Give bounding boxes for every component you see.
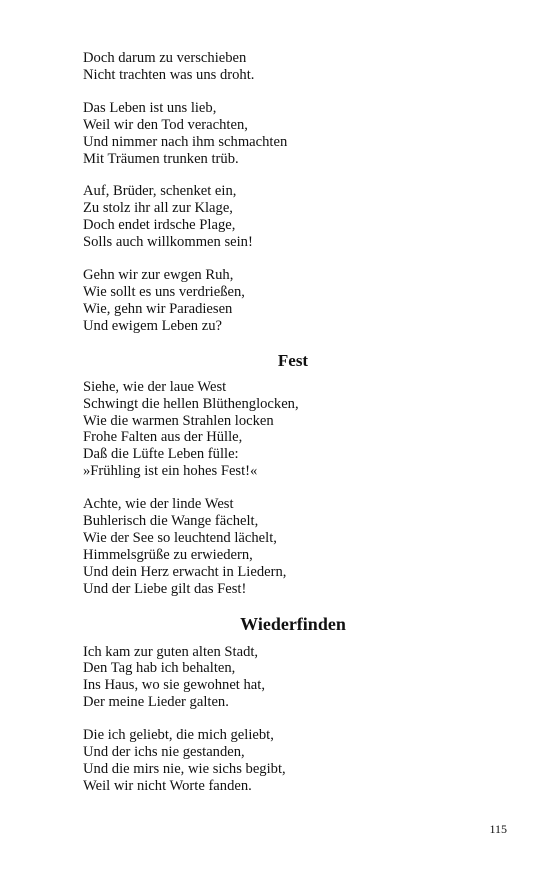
verse-line: Und ewigem Leben zu? bbox=[83, 317, 222, 334]
verse-line: Ins Haus, wo sie gewohnet hat, bbox=[83, 677, 265, 694]
verse-line: Himmelsgrüße zu erwiedern, bbox=[83, 546, 253, 563]
poem-wiederfinden bbox=[83, 614, 503, 795]
verse-line: Das Leben ist uns lieb, bbox=[83, 99, 217, 116]
verse-line: Solls auch willkommen sein! bbox=[83, 234, 253, 251]
verse-line: Doch darum zu verschieben bbox=[83, 50, 247, 66]
poem-continuation bbox=[83, 50, 503, 335]
verse-line: Doch endet irdsche Plage, bbox=[83, 217, 236, 234]
verse-line: Buhlerisch die Wange fächelt, bbox=[83, 513, 259, 530]
verse-line: Schwingt die hellen Blüthenglocken, bbox=[83, 395, 299, 412]
verse-line: Auf, Brüder, schenket ein, bbox=[83, 183, 237, 200]
stanza bbox=[83, 379, 503, 480]
stanza bbox=[83, 496, 503, 597]
verse-line: Daß die Lüfte Leben fülle: bbox=[83, 446, 239, 463]
poem-fest bbox=[83, 351, 503, 598]
verse-line: Zu stolz ihr all zur Klage, bbox=[83, 200, 233, 217]
stanza bbox=[83, 267, 503, 335]
verse-line: Siehe, wie der laue West bbox=[83, 378, 227, 395]
verse-line: Wie der See so leuchtend lächelt, bbox=[83, 529, 277, 546]
verse-line: Wie, gehn wir Paradiesen bbox=[83, 300, 233, 317]
stanza bbox=[83, 183, 503, 251]
poem-title: Wiederfinden bbox=[240, 613, 346, 634]
verse-line: Und nimmer nach ihm schmachten bbox=[83, 133, 288, 150]
verse-line: Achte, wie der linde West bbox=[83, 496, 234, 513]
verse-line: Und dein Herz erwacht in Liedern, bbox=[83, 563, 287, 580]
verse-line: Mit Träumen trunken trüb. bbox=[83, 150, 239, 167]
poem-title: Fest bbox=[277, 350, 309, 370]
verse-line: Wie sollt es uns verdrießen, bbox=[83, 283, 245, 300]
verse-line: Nicht trachten was uns droht. bbox=[83, 66, 255, 83]
verse-line: Der meine Lieder galten. bbox=[83, 694, 229, 711]
page-body bbox=[83, 50, 503, 811]
verse-line: Gehn wir zur ewgen Ruh, bbox=[83, 267, 234, 284]
verse-line: Den Tag hab ich behalten, bbox=[83, 660, 236, 677]
verse-line: Weil wir nicht Worte fanden. bbox=[83, 777, 252, 794]
verse-line: Wie die warmen Strahlen locken bbox=[83, 412, 274, 429]
page-number: 115 bbox=[489, 822, 507, 836]
verse-line: Weil wir den Tod verachten, bbox=[83, 116, 248, 133]
verse-line: Frohe Falten aus der Hülle, bbox=[83, 429, 243, 446]
stanza bbox=[83, 644, 503, 712]
verse-line: Und der ichs nie gestanden, bbox=[83, 744, 245, 761]
verse-line: Und der Liebe gilt das Fest! bbox=[83, 580, 247, 597]
verse-line: Ich kam zur guten alten Stadt, bbox=[83, 643, 259, 660]
verse-line: »Frühling ist ein hohes Fest!« bbox=[83, 463, 258, 480]
stanza bbox=[83, 50, 503, 84]
verse-line: Und die mirs nie, wie sichs begibt, bbox=[83, 761, 286, 777]
stanza bbox=[83, 100, 503, 168]
stanza bbox=[83, 727, 503, 795]
verse-line: Die ich geliebt, die mich geliebt, bbox=[83, 727, 274, 744]
